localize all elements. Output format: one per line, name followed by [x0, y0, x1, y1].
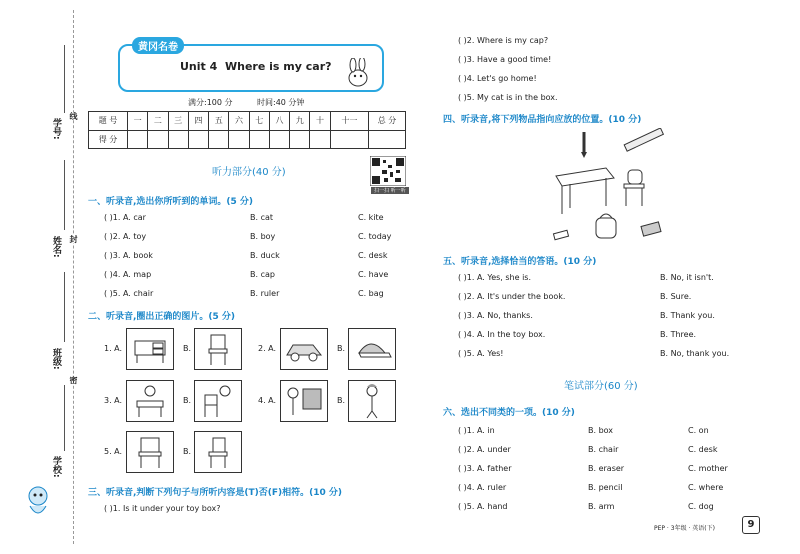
score-table — [88, 111, 406, 149]
s1-q2-c[interactable]: C. today — [358, 232, 392, 241]
score-head-6: 六 — [229, 112, 249, 131]
s2-label-5a: 5. A. — [104, 447, 123, 456]
chair-side-picture[interactable] — [194, 431, 242, 473]
s3-q4[interactable]: ( )4. Let's go home! — [458, 74, 537, 83]
section-5-title: 五、听录音,选择恰当的答语。(10 分) — [443, 257, 597, 267]
score-cell[interactable] — [269, 130, 289, 149]
boy-with-map-picture[interactable] — [280, 380, 328, 422]
s5-q5-a[interactable]: ( )5. A. Yes! — [458, 349, 504, 358]
s2-label-2a: 2. A. — [258, 344, 277, 353]
s2-label-3b: B. — [183, 396, 192, 405]
s2-label-2b: B. — [337, 344, 346, 353]
s1-q3-a[interactable]: ( )3. A. book — [104, 251, 153, 260]
s1-q5-a[interactable]: ( )5. A. chair — [104, 289, 154, 298]
pencil-icon — [581, 132, 587, 158]
side-label-name: 姓名: — [51, 236, 61, 258]
s6-q3-c[interactable]: C. mother — [688, 464, 728, 473]
side-label-class: 班级: — [51, 348, 61, 370]
mascot-icon — [16, 480, 60, 524]
side-mark-line: 线 — [69, 112, 78, 120]
s5-q2-b[interactable]: B. Sure. — [660, 292, 692, 301]
score-cell[interactable] — [310, 130, 330, 149]
classroom-objects-figure[interactable] — [548, 128, 678, 246]
girl-chair-picture[interactable] — [194, 380, 242, 422]
score-cell[interactable] — [209, 130, 229, 149]
s3-q2[interactable]: ( )2. Where is my cap? — [458, 36, 549, 45]
boy-at-desk-picture[interactable] — [126, 380, 174, 422]
score-cell[interactable] — [369, 130, 406, 149]
chair-picture[interactable] — [194, 328, 242, 370]
s2-label-4a: 4. A. — [258, 396, 277, 405]
side-mark-close: 密 — [69, 376, 78, 384]
binding-margin — [0, 0, 80, 554]
s5-q4-a[interactable]: ( )4. A. In the toy box. — [458, 330, 546, 339]
s3-q1[interactable]: ( )1. Is it under your toy box? — [104, 504, 221, 513]
listening-title: 听力部分(40 分) — [212, 167, 286, 178]
s6-q2-c[interactable]: C. desk — [688, 445, 718, 454]
s6-q5-b[interactable]: B. arm — [588, 502, 615, 511]
s2-label-3a: 3. A. — [104, 396, 123, 405]
chair-front-picture[interactable] — [126, 431, 174, 473]
unit-label: Unit 4 — [180, 60, 218, 73]
score-head-10: 十 — [310, 112, 330, 131]
score-cell[interactable] — [168, 130, 188, 149]
full-score: 满分:100 分 — [188, 98, 233, 107]
s1-q2-a[interactable]: ( )2. A. toy — [104, 232, 147, 241]
s6-q4-a[interactable]: ( )4. A. ruler — [458, 483, 507, 492]
score-cell[interactable] — [128, 130, 148, 149]
s1-q5-c[interactable]: C. bag — [358, 289, 384, 298]
section-4-title: 四、听录音,将下列物品指向应放的位置。(10 分) — [443, 115, 642, 125]
brand-logo: 黄冈名卷 — [132, 37, 184, 54]
side-label-school: 学校: — [51, 456, 61, 478]
section-2-title: 二、听录音,圈出正确的图片。(5 分) — [88, 312, 236, 322]
score-head-12: 总 分 — [369, 112, 406, 131]
s1-q1-c[interactable]: C. kite — [358, 213, 384, 222]
score-cell[interactable] — [330, 130, 368, 149]
s3-q5[interactable]: ( )5. My cat is in the box. — [458, 93, 558, 102]
s1-q4-a[interactable]: ( )4. A. map — [104, 270, 152, 279]
s1-q1-b[interactable]: B. cat — [250, 213, 274, 222]
book-icon — [641, 222, 661, 236]
s5-q2-a[interactable]: ( )2. A. It's under the book. — [458, 292, 566, 301]
score-cell[interactable] — [249, 130, 269, 149]
section-6-title: 六、选出不同类的一项。(10 分) — [443, 408, 575, 418]
s1-q3-b[interactable]: B. duck — [250, 251, 280, 260]
score-head-9: 九 — [290, 112, 310, 131]
toy-car-picture[interactable] — [280, 328, 328, 370]
score-head-7: 七 — [249, 112, 269, 131]
s5-q3-b[interactable]: B. Thank you. — [660, 311, 715, 320]
side-mark-seal: 封 — [69, 235, 78, 243]
score-cell[interactable] — [188, 130, 208, 149]
score-head-11: 十一 — [330, 112, 368, 131]
score-head-4: 四 — [188, 112, 208, 131]
s5-q4-b[interactable]: B. Three. — [660, 330, 697, 339]
score-head-8: 八 — [269, 112, 289, 131]
s1-q5-b[interactable]: B. ruler — [250, 289, 280, 298]
s5-q1-b[interactable]: B. No, it isn't. — [660, 273, 714, 282]
time-limit: 时间:40 分钟 — [257, 98, 305, 107]
s6-q2-b[interactable]: B. chair — [588, 445, 619, 454]
s5-q1-a[interactable]: ( )1. A. Yes, she is. — [458, 273, 532, 282]
s6-q2-a[interactable]: ( )2. A. under — [458, 445, 511, 454]
page-number: 9 — [742, 516, 760, 534]
schoolbag-icon — [596, 214, 616, 238]
s1-q3-c[interactable]: C. desk — [358, 251, 388, 260]
score-head-5: 五 — [209, 112, 229, 131]
s5-q3-a[interactable]: ( )3. A. No, thanks. — [458, 311, 533, 320]
score-cell[interactable] — [229, 130, 249, 149]
footer-text: PEP · 3年级 · 英语(下) — [654, 525, 715, 532]
qr-caption: 扫一扫 听一听 — [371, 187, 409, 194]
s6-q1-b[interactable]: B. box — [588, 426, 614, 435]
s6-q1-c[interactable]: C. on — [688, 426, 709, 435]
s2-label-4b: B. — [337, 396, 346, 405]
score-head-1: 一 — [128, 112, 148, 131]
section-3-title: 三、听录音,判断下列句子与所听内容是(T)否(F)相符。(10 分) — [88, 488, 343, 498]
score-head-3: 三 — [168, 112, 188, 131]
s6-q4-c[interactable]: C. where — [688, 483, 724, 492]
s6-q3-b[interactable]: B. eraser — [588, 464, 625, 473]
desk-drawers-picture[interactable] — [126, 328, 174, 370]
side-label-student-no: 学号: — [51, 118, 61, 140]
s3-q3[interactable]: ( )3. Have a good time! — [458, 55, 552, 64]
section-1-title: 一、听录音,选出你所听到的单词。(5 分) — [88, 197, 254, 207]
girl-with-cap-picture[interactable] — [348, 380, 396, 422]
page-title: Where is my car? — [225, 60, 332, 73]
score-cell[interactable] — [290, 130, 310, 149]
s1-q4-c[interactable]: C. have — [358, 270, 389, 279]
cap-picture[interactable] — [348, 328, 396, 370]
score-cell[interactable] — [148, 130, 168, 149]
written-title: 笔试部分(60 分) — [564, 381, 638, 392]
s5-q5-b[interactable]: B. No, thank you. — [660, 349, 730, 358]
score-row-label: 得 分 — [89, 130, 128, 149]
chair-icon — [624, 170, 644, 206]
s1-q1-a[interactable]: ( )1. A. car — [104, 213, 146, 222]
s6-q3-a[interactable]: ( )3. A. father — [458, 464, 512, 473]
s2-label-1a: 1. A. — [104, 344, 123, 353]
desk-icon — [556, 168, 614, 214]
score-head-0: 题 号 — [89, 112, 128, 131]
rabbit-icon — [340, 58, 376, 88]
qr-code-icon[interactable] — [370, 156, 406, 186]
score-head-2: 二 — [148, 112, 168, 131]
s6-q4-b[interactable]: B. pencil — [588, 483, 623, 492]
s2-label-5b: B. — [183, 447, 192, 456]
s1-q2-b[interactable]: B. boy — [250, 232, 276, 241]
s2-label-1b: B. — [183, 344, 192, 353]
s6-q1-a[interactable]: ( )1. A. in — [458, 426, 495, 435]
s1-q4-b[interactable]: B. cap — [250, 270, 275, 279]
eraser-icon — [553, 230, 568, 239]
ruler-icon — [624, 128, 663, 151]
s6-q5-a[interactable]: ( )5. A. hand — [458, 502, 508, 511]
s6-q5-c[interactable]: C. dog — [688, 502, 714, 511]
